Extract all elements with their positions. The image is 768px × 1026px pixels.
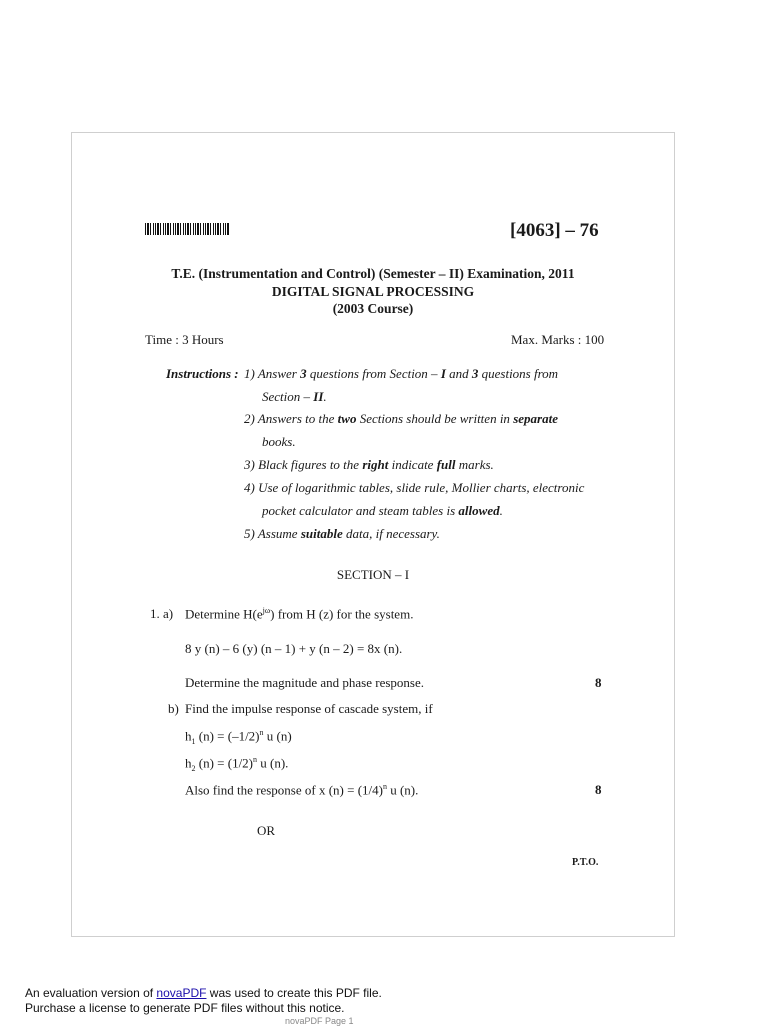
instruction-5: 5) Assume suitable data, if necessary. <box>244 526 440 541</box>
question-1a-number: 1. a) <box>150 606 174 621</box>
question-1b-text: Find the impulse response of cascade system, if <box>185 701 433 716</box>
barcode-image <box>145 223 230 235</box>
instruction-2-cont: books. <box>262 434 296 449</box>
max-marks-label: Max. Marks : 100 <box>511 332 605 347</box>
question-1a-text-2: Determine the magnitude and phase response. <box>185 675 424 690</box>
question-1b-h1: $h_1$ $(n) = (-1/2)^n$ u (n) <box>185 728 292 746</box>
instruction-2: 2) Answers to the two Sections should be written in separate <box>244 411 558 426</box>
instruction-4-cont: pocket calculator and steam tables is allowed. <box>262 503 503 518</box>
instruction-4: 4) Use of logarithmic tables, slide rule, Mollier charts, electronic <box>244 480 585 495</box>
paper-code: [4063] – 76 <box>510 220 599 241</box>
question-1a-marks: 8 <box>595 675 602 690</box>
instructions-label: Instructions : <box>166 366 239 381</box>
section-heading: SECTION – I <box>336 567 410 582</box>
novapdf-link[interactable]: novaPDF <box>156 986 207 1000</box>
pto-label: P.T.O. <box>572 857 599 868</box>
instruction-1: 1) Answer 3 questions from Section – I and 3 questions from <box>244 366 559 381</box>
notice-line-2: Purchase a license to generate PDF files without this notice. <box>25 1001 345 1015</box>
exam-title: T.E. (Instrumentation and Control) (Semester – II) Examination, 2011 <box>171 266 575 281</box>
notice-line-1: An evaluation version of novaPDF was used to create this PDF file. <box>25 986 382 1000</box>
evaluation-notice <box>25 986 382 1016</box>
question-1b-marks: 8 <box>595 782 602 797</box>
or-separator: OR <box>257 823 276 838</box>
instruction-1-cont: Section – II. <box>262 389 327 404</box>
question-1b-number: b) <box>168 701 179 716</box>
time-label: Time : 3 Hours <box>145 332 224 347</box>
subject-title: DIGITAL SIGNAL PROCESSING <box>271 284 475 299</box>
question-1a-text: Determine $H(e^{j\omega})$ from H (z) for the system. <box>185 606 414 622</box>
question-1b-text-2: Also find the response of x $(n) = (1/4)^n$ u (n). <box>185 782 419 798</box>
footer-fragment: novaPDF Page 1 <box>285 1016 354 1026</box>
question-1a-equation: 8 y (n) – 6 (y) (n – 1) + y (n – 2) = 8x (n). <box>185 641 403 656</box>
course-label: (2003 Course) <box>332 301 414 316</box>
instruction-3: 3) Black figures to the right indicate full marks. <box>244 457 494 472</box>
question-1b-h2: $h_2$ $(n) = (1/2)^n$ u (n). <box>185 755 289 773</box>
